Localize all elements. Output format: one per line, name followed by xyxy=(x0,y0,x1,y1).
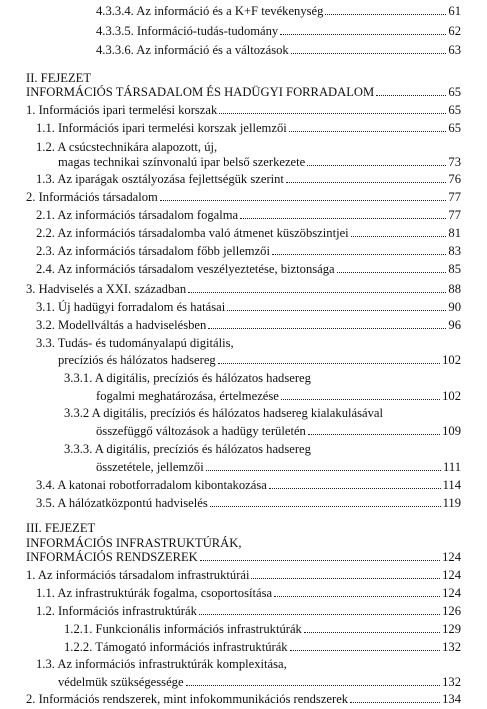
toc-page-number: 77 xyxy=(448,208,461,222)
toc-page-number: 90 xyxy=(448,300,461,314)
toc-entry-title: II. FEJEZET xyxy=(26,71,92,85)
toc-entry-title: védelmük szükségessége xyxy=(58,675,184,689)
toc-entry xyxy=(36,494,461,512)
toc-entry xyxy=(36,298,461,316)
dot-leader xyxy=(218,363,440,364)
toc-entry-title: 1.1. Információs ipari termelési korszak jellemzői xyxy=(36,121,287,135)
dot-leader xyxy=(274,596,440,597)
toc-entry-title: 3. Hadviselés a XXI. században xyxy=(26,282,187,296)
toc-page-number: 124 xyxy=(442,550,461,564)
toc-entry-title: INFORMÁCIÓS RENDSZEREK xyxy=(26,550,198,564)
toc-entry xyxy=(36,476,461,494)
toc-page-number: 129 xyxy=(442,622,461,636)
toc-entry-title: 3.3. Tudás- és tudományalapú digitális, xyxy=(36,336,234,350)
toc-entry-title: 1.3. Az iparágak osztályozása fejlettségük szerint xyxy=(36,172,284,186)
toc-entry-title: 1.2. Információs infrastruktúrák xyxy=(36,604,197,618)
toc-entry-title: 3.3.1. A digitális, precíziós és hálózatos hadsereg xyxy=(64,371,311,385)
toc-entry xyxy=(96,41,461,59)
dot-leader xyxy=(325,14,446,15)
toc-page-number: 109 xyxy=(442,424,461,438)
toc-entry xyxy=(26,690,461,708)
toc-page-number: 132 xyxy=(442,640,461,654)
dot-leader xyxy=(351,236,447,237)
toc-entry xyxy=(36,602,461,620)
toc-page-number: 124 xyxy=(442,568,461,582)
toc-page-number: 132 xyxy=(442,675,461,689)
toc-entry xyxy=(26,548,461,566)
toc-page-number: 73 xyxy=(448,155,461,169)
toc-entry xyxy=(36,119,461,137)
toc-page-number: 63 xyxy=(448,43,461,57)
toc-entry-title: 2. Információs rendszerek, mint infokommunikációs rendszerek xyxy=(26,692,349,706)
toc-entry-title: 1. Az információs társadalom infrastruktúrái xyxy=(26,568,250,582)
toc-entry-title: 3.3.2 A digitális, precíziós és hálózatos hadsereg kialakulásával xyxy=(64,406,383,420)
toc-entry xyxy=(26,101,461,119)
toc-entry xyxy=(64,620,461,638)
toc-heading-line xyxy=(64,369,311,387)
toc-entry-title: 2. Információs társadalom xyxy=(26,190,158,204)
toc-entry xyxy=(58,673,461,691)
toc-entry-title: INFORMÁCIÓS TÁRSADALOM ÉS HADÜGYI FORRADALOM xyxy=(26,85,375,99)
toc-entry xyxy=(26,280,461,298)
toc-entry xyxy=(36,316,461,334)
toc-entry-title: 2.3. Az információs társadalom főbb jellemzői xyxy=(36,244,270,258)
toc-page-number: 65 xyxy=(448,121,461,135)
dot-leader xyxy=(206,470,441,471)
dot-leader xyxy=(304,632,440,633)
dot-leader xyxy=(186,685,441,686)
dot-leader xyxy=(227,310,446,311)
toc-page-number: 96 xyxy=(448,318,461,332)
toc-page-number: 81 xyxy=(448,226,461,240)
toc-page-number: 102 xyxy=(442,389,461,403)
dot-leader xyxy=(251,578,440,579)
dot-leader xyxy=(308,434,440,435)
dot-leader xyxy=(219,113,446,114)
toc-page-number: 102 xyxy=(442,353,461,367)
toc-page-number: 114 xyxy=(442,478,461,492)
toc-entry xyxy=(26,188,461,206)
toc-entry-title: 1.2. A csúcstechnikára alapozott, új, xyxy=(36,140,218,154)
toc-entry-title: 2.2. Az információs társadalomba való átmenet küszöbszintjei xyxy=(36,226,349,240)
dot-leader xyxy=(291,53,447,54)
toc-entry-title: fogalmi meghatározása, értelmezése xyxy=(96,389,279,403)
toc-entry-title: 4.3.3.4. Az információ és a K+F tevékenység xyxy=(96,4,324,18)
toc-heading-line xyxy=(64,440,311,458)
dot-leader xyxy=(160,200,447,201)
toc-page-number: 124 xyxy=(442,586,461,600)
toc-heading-line xyxy=(36,655,287,673)
dot-leader xyxy=(290,650,441,651)
toc-entry-title: 1.2.2. Támogató információs infrastruktúrák xyxy=(64,640,288,654)
toc-entry-title: 3.5. A hálózatközpontú hadviselés xyxy=(36,496,208,510)
toc-entry xyxy=(96,2,461,20)
toc-entry xyxy=(26,566,461,584)
toc-entry xyxy=(36,224,461,242)
toc-page-number: 61 xyxy=(448,4,461,18)
dot-leader xyxy=(269,488,441,489)
toc-entry-title: INFORMÁCIÓS INFRASTRUKTÚRÁK, xyxy=(26,536,242,550)
toc-page-number: 83 xyxy=(448,244,461,258)
toc-page-number: 62 xyxy=(448,24,461,38)
toc-entry-title: 1.1. Az infrastruktúrák fogalma, csoportosítása xyxy=(36,586,273,600)
toc-entry-title: precíziós és hálózatos hadsereg xyxy=(58,353,216,367)
dot-leader xyxy=(199,614,440,615)
toc-entry xyxy=(36,584,461,602)
toc-page-number: 111 xyxy=(443,460,461,474)
toc-entry-title: 2.1. Az információs társadalom fogalma xyxy=(36,208,239,222)
toc-entry-title: összetétele, jellemzői xyxy=(96,460,204,474)
toc-entry-title: 1.3. Az információs infrastruktúrák komplexitása, xyxy=(36,657,287,671)
toc-entry-title: 3.3.3. A digitális, precíziós és hálózatos hadsereg xyxy=(64,442,311,456)
toc-entry-title: magas technikai színvonalú ipar belső szerkezete xyxy=(58,155,306,169)
toc-entry xyxy=(64,638,461,656)
toc-entry xyxy=(36,206,461,224)
toc-heading-line xyxy=(64,404,383,422)
toc-page-number: 126 xyxy=(442,604,461,618)
toc-entry xyxy=(36,260,461,278)
dot-leader xyxy=(188,292,446,293)
toc-entry-title: 1. Információs ipari termelési korszak xyxy=(26,103,218,117)
toc-entry xyxy=(96,22,461,40)
dot-leader xyxy=(281,399,440,400)
dot-leader xyxy=(337,272,447,273)
toc-entry xyxy=(58,153,461,171)
toc-entry-title: 4.3.3.6. Az információ és a változások xyxy=(96,43,289,57)
toc-entry-title: 4.3.3.5. Információ-tudás-tudomány xyxy=(96,24,279,38)
toc-page-number: 76 xyxy=(448,172,461,186)
dot-leader xyxy=(307,165,446,166)
toc-entry-title: 1.2.1. Funkcionális információs infrastruktúrák xyxy=(64,622,302,636)
toc-entry xyxy=(26,83,461,101)
toc-entry xyxy=(58,351,461,369)
dot-leader xyxy=(272,254,446,255)
toc-page-number: 88 xyxy=(448,282,461,296)
toc-entry-title: 3.4. A katonai robotforradalom kibontakozása xyxy=(36,478,267,492)
dot-leader xyxy=(208,328,446,329)
toc-entry-title: 2.4. Az információs társadalom veszélyeztetése, biztonsága xyxy=(36,262,335,276)
dot-leader xyxy=(289,131,447,132)
toc-page-number: 85 xyxy=(448,262,461,276)
toc-entry-title: 3.2. Modellváltás a hadviselésben xyxy=(36,318,207,332)
dot-leader xyxy=(280,34,446,35)
toc-entry xyxy=(36,242,461,260)
toc-page-number: 77 xyxy=(448,190,461,204)
toc-page-number: 134 xyxy=(442,692,461,706)
dot-leader xyxy=(350,702,440,703)
toc-entry-title: összefüggő változások a hadügy területén xyxy=(96,424,306,438)
toc-entry-title: 3.1. Új hadügyi forradalom és hatásai xyxy=(36,300,226,314)
toc-entry xyxy=(96,422,461,440)
dot-leader xyxy=(286,182,446,183)
toc-page-number: 65 xyxy=(448,85,461,99)
dot-leader xyxy=(240,218,446,219)
dot-leader xyxy=(200,560,440,561)
toc-entry-title: III. FEJEZET xyxy=(26,521,96,535)
toc-page-number: 119 xyxy=(442,496,461,510)
toc-page-number: 65 xyxy=(448,103,461,117)
toc-heading-line xyxy=(36,334,234,352)
toc-entry xyxy=(96,458,461,476)
dot-leader xyxy=(210,506,441,507)
toc-entry xyxy=(96,387,461,405)
dot-leader xyxy=(376,95,446,96)
toc-entry xyxy=(36,170,461,188)
